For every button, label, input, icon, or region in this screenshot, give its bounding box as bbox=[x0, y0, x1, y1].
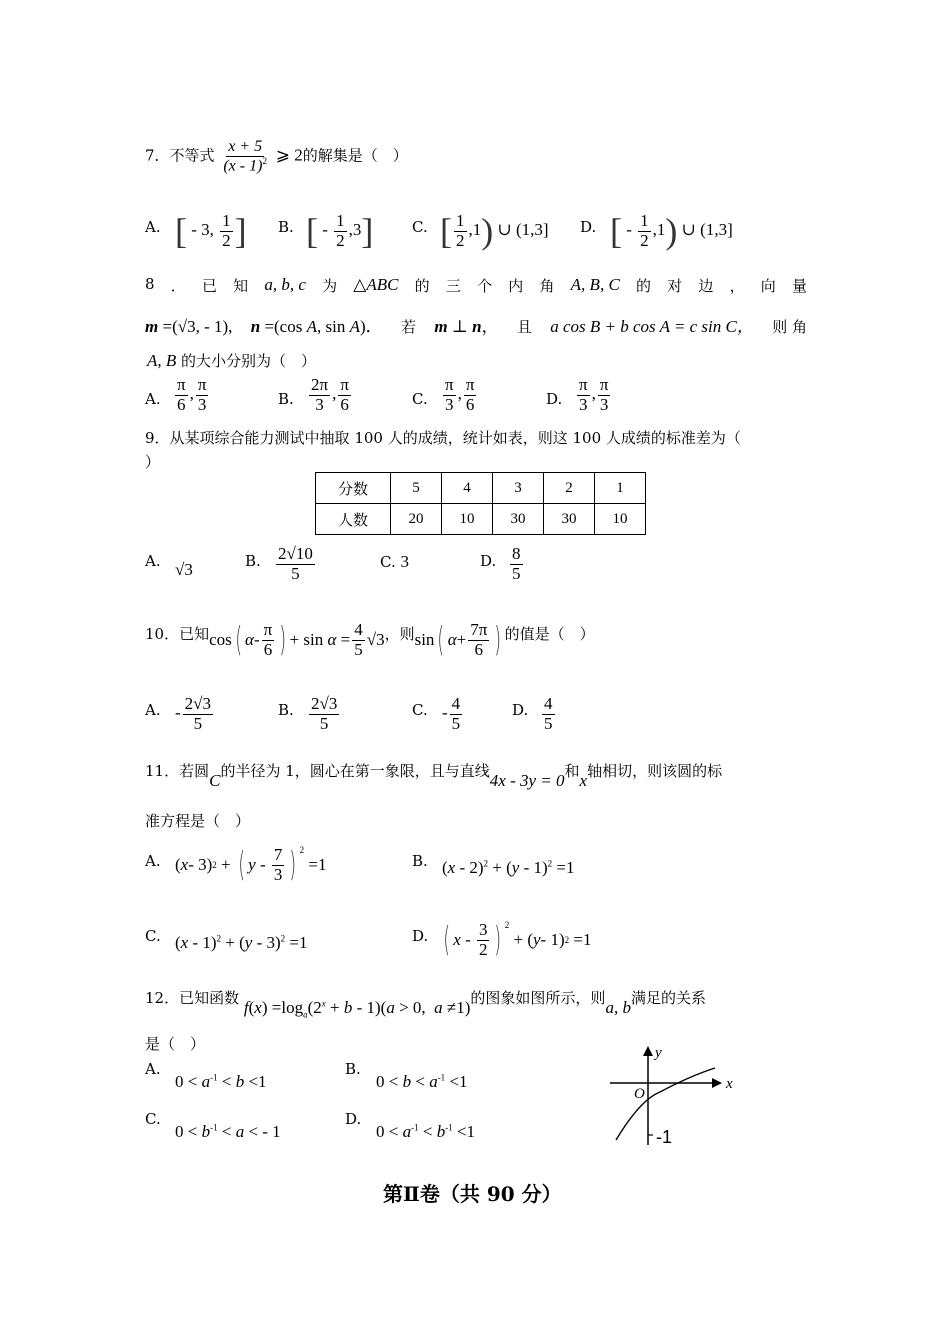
question-12: 12．已知函数 $f(x) =\log_a(2^x + b - 1)(a > 0$, a ≠1)的图象如图所示，则a, b满足的关系 bbox=[145, 989, 706, 1020]
q7-option-b-value: [ - $\frac{1}{2}$ ,3] bbox=[306, 210, 374, 251]
tick-label: -1 bbox=[656, 1127, 673, 1147]
row-header: 人数 bbox=[316, 504, 391, 535]
q8-option-a[interactable]: A. bbox=[145, 390, 161, 408]
q8-option-b-value: $\frac{2\pi}{3}$ , $\frac{\pi}{6}$ bbox=[311, 375, 349, 414]
score-table bbox=[315, 472, 646, 535]
q10-option-d-value: $\frac{4}{5}$ bbox=[544, 694, 553, 733]
question-8-line1: 8 ． 已 知 a, b, c 为 △ABC 的 三 个 内 角 A, B, C 的 对 边 ， 向 量 bbox=[145, 275, 807, 295]
stem-text: 若 bbox=[400, 318, 416, 336]
q9-option-b[interactable]: B. bbox=[245, 552, 261, 570]
q10-option-a[interactable]: A. bbox=[145, 701, 161, 719]
q8-option-b[interactable]: B. bbox=[278, 390, 294, 408]
q12-option-c-value: $0 < b^{-1} < a$ < - 1 bbox=[175, 1122, 281, 1141]
q7-option-d[interactable] bbox=[580, 218, 596, 236]
q7-option-c-value: [ $\frac{1}{2}$ ,1) ∪ (1,3] bbox=[440, 210, 549, 251]
question-11: 11．若圆C的半径为 1，圆心在第一象限，且与直线4x - 3y = 0和x轴相切，则该圆的标 bbox=[145, 762, 723, 790]
table-cell: 30 bbox=[493, 504, 544, 535]
q11-option-b[interactable]: B. bbox=[412, 852, 428, 870]
q7-option-b[interactable] bbox=[278, 218, 294, 236]
y-label: y bbox=[655, 1045, 662, 1061]
option-label: A. bbox=[145, 218, 161, 236]
stem-text: 且 bbox=[516, 318, 532, 336]
q8-option-d-value: $\frac{\pi}{3}$ , $\frac{\pi}{3}$ bbox=[579, 375, 609, 414]
exponent: 2 bbox=[262, 155, 267, 166]
table-cell: 3 bbox=[493, 473, 544, 504]
q7-option-a[interactable] bbox=[145, 218, 161, 236]
option-label: B. bbox=[278, 218, 294, 236]
x-label: x bbox=[726, 1076, 733, 1092]
row-header: 分数 bbox=[316, 473, 391, 504]
table-cell: 10 bbox=[595, 504, 646, 535]
q9-option-a[interactable]: A. bbox=[145, 552, 161, 570]
stem-text: 从某项综合能力测试中抽取 100 人的成绩，统计如表，则这 100 人成绩的标准差为（ bbox=[169, 429, 741, 447]
option-label: D. bbox=[580, 218, 597, 236]
q7-option-d-value: [ - $\frac{1}{2}$ ,1) ∪ (1,3] bbox=[610, 210, 733, 251]
q10-option-c[interactable]: C. bbox=[412, 701, 428, 719]
stem-text: 则 角 bbox=[772, 318, 807, 336]
question-number: 9． bbox=[145, 429, 170, 447]
table-row bbox=[316, 473, 646, 504]
q12-option-d[interactable]: D. bbox=[345, 1110, 362, 1128]
q8-option-d[interactable]: D. bbox=[546, 390, 563, 408]
q11-option-b-value: (x - 2)$^2$ + (y - 1)$^2$ =1 bbox=[442, 858, 575, 877]
question-11-line2: 准方程是（ ） bbox=[145, 812, 251, 830]
q8-options bbox=[145, 376, 825, 426]
q10-option-c-value: - $\frac{4}{5}$ bbox=[442, 694, 461, 733]
q12-option-a[interactable]: A. bbox=[145, 1060, 161, 1078]
function-graph bbox=[600, 1040, 750, 1150]
q10-option-a-value: - $\frac{2√3}{5}$ bbox=[175, 694, 212, 733]
question-8-line2: m =(√3, - 1), n =(cos A, sin A)． 若 m ⊥ n， 且 a cos B + b cos A = c sin C， 则 角 bbox=[145, 317, 807, 336]
q7-option-c[interactable] bbox=[412, 218, 428, 236]
table-cell: 4 bbox=[442, 473, 493, 504]
q10-option-d[interactable]: D. bbox=[512, 701, 529, 719]
table-cell: 1 bbox=[595, 473, 646, 504]
question-9 bbox=[145, 427, 741, 448]
relation: ⩾ 2 bbox=[275, 145, 303, 165]
q9-option-d-value: $\frac{8}{5}$ bbox=[512, 544, 521, 583]
x-axis-arrow-icon bbox=[712, 1078, 722, 1088]
table-cell: 20 bbox=[391, 504, 442, 535]
question-10: 10．已知 cos ( α - $\frac{\pi}{6}$ ) + sin α = $\frac{4}{5}$ √3 ，则 sin ( α + $\frac{7\pi}{6}$ ) 的值是（ ） bbox=[145, 619, 595, 660]
q12-option-b-value: $0 < b < a^{-1} <1$ bbox=[376, 1072, 468, 1091]
q10-option-b-value: $\frac{2√3}{5}$ bbox=[311, 694, 338, 733]
q12-option-c[interactable]: C. bbox=[145, 1110, 161, 1128]
q7-option-a-value: [ - 3, $\frac{1}{2}$ ] bbox=[175, 210, 247, 251]
q11-option-d[interactable]: D. bbox=[412, 927, 429, 945]
fraction bbox=[221, 138, 269, 175]
q10-option-b[interactable]: B. bbox=[278, 701, 294, 719]
q11-option-a-value: ( x - 3) 2 + ( y - $\frac{7}{3}$ ) $^2$ =1 bbox=[175, 844, 327, 885]
q12-option-a-value: $0 < a^{-1} < b <1$ bbox=[175, 1072, 267, 1091]
origin-label: O bbox=[634, 1086, 645, 1102]
q11-option-c[interactable]: C. bbox=[145, 927, 161, 945]
denominator: (x - 1) bbox=[223, 156, 263, 174]
question-12-line2: 是（ ） bbox=[145, 1035, 206, 1053]
q9-option-c[interactable]: C. 3 bbox=[380, 552, 409, 571]
q8-option-c[interactable]: C. bbox=[412, 390, 428, 408]
table-cell: 2 bbox=[544, 473, 595, 504]
question-7 bbox=[145, 138, 408, 175]
y-axis-arrow-icon bbox=[643, 1046, 653, 1056]
q8-option-c-value: $\frac{\pi}{3}$ , $\frac{\pi}{6}$ bbox=[445, 375, 475, 414]
question-number: 7． bbox=[145, 146, 170, 165]
table-cell: 5 bbox=[391, 473, 442, 504]
q12-option-b[interactable]: B. bbox=[345, 1060, 361, 1078]
question-9-end: ） bbox=[145, 453, 161, 471]
stem-text: 不等式 bbox=[169, 146, 215, 165]
section-title: 第Ⅱ卷（共 90 分） bbox=[383, 1182, 562, 1206]
option-label: C. bbox=[412, 218, 428, 236]
q8-option-a-value: $\frac{\pi}{6}$ , $\frac{\pi}{3}$ bbox=[177, 375, 207, 414]
table-cell: 30 bbox=[544, 504, 595, 535]
q11-option-a[interactable]: A. bbox=[145, 852, 161, 870]
table-cell: 10 bbox=[442, 504, 493, 535]
question-8-line3: A, B 的大小分别为（ ） bbox=[147, 351, 317, 370]
q11-option-d-value: ( x - $\frac{3}{2}$ ) $^2$ + ( y - 1) 2 =1 bbox=[443, 919, 592, 960]
q11-option-c-value: (x - 1)$^2$ + (y - 3)$^2$ =1 bbox=[175, 933, 308, 952]
q9-option-b-value: $\frac{2√10}{5}$ bbox=[278, 544, 313, 583]
q9-option-d[interactable]: D. bbox=[480, 552, 497, 570]
numerator: x + 5 bbox=[228, 138, 263, 155]
stem-text: 的解集是（ ） bbox=[302, 146, 408, 165]
q9-option-a-value: √3 bbox=[175, 560, 193, 579]
q12-option-d-value: $0 < a^{-1} < b^{-1} <1$ bbox=[376, 1122, 476, 1141]
table-row bbox=[316, 504, 646, 535]
